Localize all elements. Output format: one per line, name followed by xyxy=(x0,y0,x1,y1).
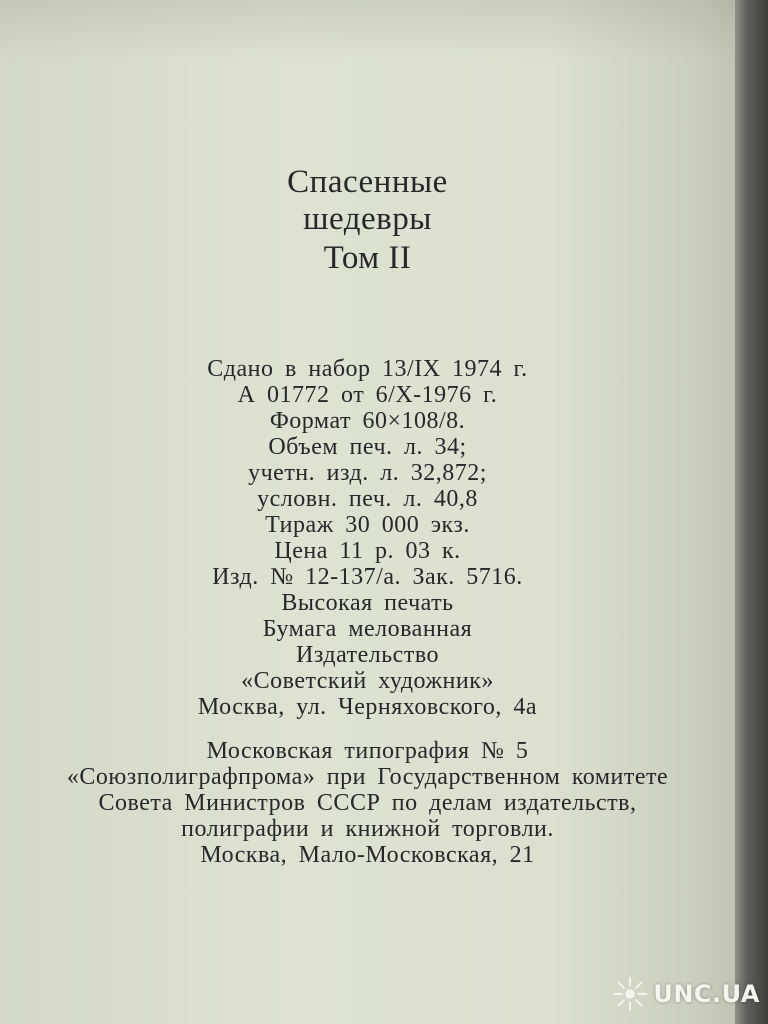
imprint-line: Москва, ул. Черняховского, 4а xyxy=(197,694,538,720)
imprint-line: Бумага мелованная xyxy=(262,616,473,642)
imprint-line: учетн. изд. л. 32,872; xyxy=(248,460,487,486)
page-shadow xyxy=(0,0,735,60)
imprint-line: условн. печ. л. 40,8 xyxy=(257,486,478,512)
imprint-line: Изд. № 12-137/а. Зак. 5716. xyxy=(212,564,523,590)
printer-line: Москва, Мало-Московская, 21 xyxy=(200,842,535,868)
imprint-line: Издательство xyxy=(296,642,439,668)
imprint-line: А 01772 от 6/X-1976 г. xyxy=(237,382,498,408)
imprint-line: Высокая печать xyxy=(281,590,454,616)
printer-line: Совета Министров СССР по делам издательств, xyxy=(98,790,637,816)
printer-line: Московская типография № 5 xyxy=(206,738,529,764)
printer-line: полиграфии и книжной торговли. xyxy=(181,816,554,842)
title-line-1: Спасенные xyxy=(287,164,448,200)
title-line-3: Том II xyxy=(323,240,412,276)
imprint-line: Тираж 30 000 экз. xyxy=(265,512,470,538)
title-line-2: шедевры xyxy=(303,201,432,237)
sunburst-logo-icon xyxy=(611,975,649,1013)
book-edge xyxy=(735,0,768,1024)
watermark-text: UNC.UA xyxy=(653,980,760,1008)
imprint-line: Формат 60×108/8. xyxy=(269,408,466,434)
imprint-line: Сдано в набор 13/IX 1974 г. xyxy=(207,356,528,382)
printer-line: «Союзполиграфпрома» при Государственном комитете xyxy=(66,764,669,790)
imprint-line: «Советский художник» xyxy=(241,668,494,694)
watermark xyxy=(611,974,760,1014)
imprint-line: Объем печ. л. 34; xyxy=(268,434,467,460)
imprint-line: Цена 11 р. 03 к. xyxy=(274,538,461,564)
